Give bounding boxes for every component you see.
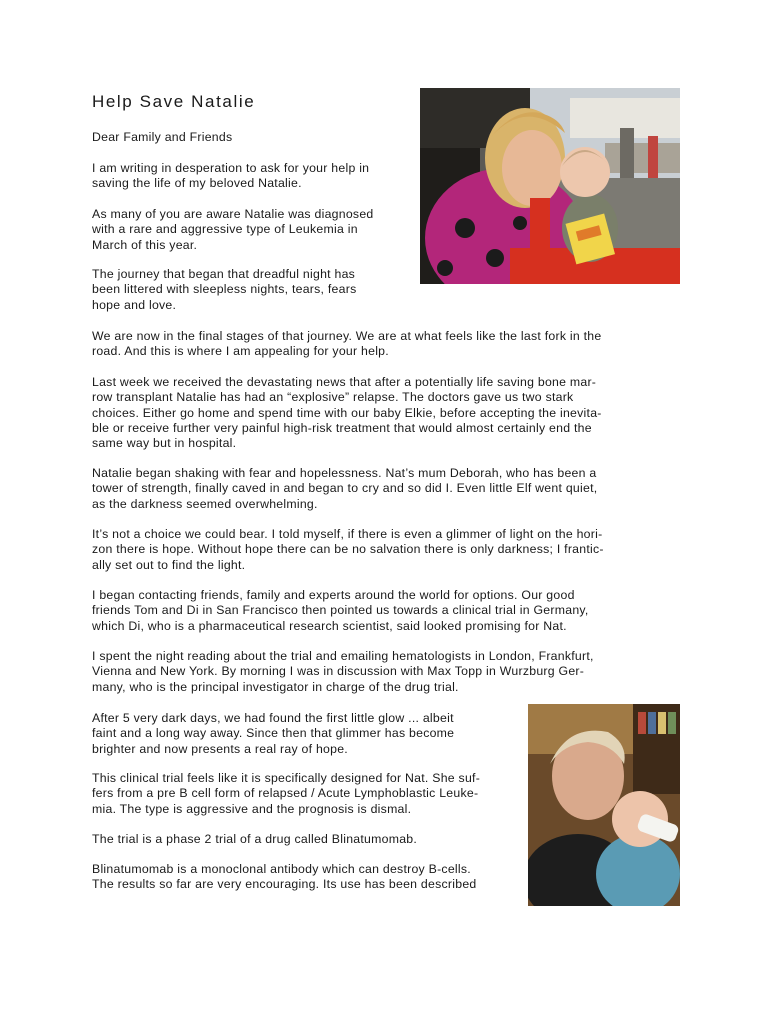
paragraph-4: We are now in the final stages of that journey. We are at what feels like the last fork in the road. And this is where I am appealing for your help. bbox=[92, 329, 602, 359]
paragraph-8: I began contacting friends, family and experts around the world for options. Our good friends Tom and Di in San Francisco then pointed us towards a clinical trial in Germany, which Di, who is a pharmaceutical research scientist, said looked promising for Nat. bbox=[92, 588, 589, 633]
paragraph-10: After 5 very dark days, we had found the first little glow ... albeit faint and a long way away. Since then that glimmer has become brighter and now presents a real ray of hope. bbox=[92, 711, 455, 756]
page-title: Help Save Natalie bbox=[92, 92, 256, 111]
paragraph-7: It’s not a choice we could bear. I told myself, if there is even a glimmer of light on the hori- zon there is hope. Without hope there can be no salvation there is only darkness; I frantic- ally set out to find the light. bbox=[92, 527, 604, 572]
paragraph-13: Blinatumomab is a monoclonal antibody which can destroy B-cells. The results so far are very encouraging. Its use has been described bbox=[92, 862, 477, 892]
paragraph-9: I spent the night reading about the trial and emailing hematologists in London, Frankfurt, Vienna and New York. By morning I was in discussion with Max Topp in Wurzburg Ger- many, who is the principal investigator in charge of the drug trial. bbox=[92, 649, 594, 694]
photo-mother-and-baby bbox=[420, 88, 680, 284]
salutation: Dear Family and Friends bbox=[92, 130, 233, 144]
photo-natalie-feeding-baby bbox=[528, 704, 680, 906]
paragraph-11: This clinical trial feels like it is specifically designed for Nat. She suf- fers from a pre B cell form of relapsed / Acute Lymphoblastic Leuke- mia. The type is aggressive and the prognosis is dismal. bbox=[92, 771, 481, 816]
paragraph-6: Natalie began shaking with fear and hopelessness. Nat’s mum Deborah, who has been a tower of strength, finally caved in and began to cry and so did I. Even little Elf went quiet, as the darkness seemed overwhelming. bbox=[92, 466, 598, 511]
paragraph-2: As many of you are aware Natalie was diagnosed with a rare and aggressive type of Leukemia in March of this year. bbox=[92, 207, 374, 252]
paragraph-3: The journey that began that dreadful night has been littered with sleepless nights, tears, fears hope and love. bbox=[92, 267, 357, 312]
paragraph-1: I am writing in desperation to ask for your help in saving the life of my beloved Natalie. bbox=[92, 161, 370, 191]
paragraph-5: Last week we received the devastating news that after a potentially life saving bone mar- row transplant Natalie has had an “explosive” relapse. The doctors gave us two stark choices. Either go home and spend time with our baby Elkie, before accepting the inevita- ble or receive further very painful high-risk treatment that would almost certainly end the same way but in hospital. bbox=[92, 375, 602, 451]
paragraph-12: The trial is a phase 2 trial of a drug called Blinatumomab. bbox=[92, 832, 418, 846]
